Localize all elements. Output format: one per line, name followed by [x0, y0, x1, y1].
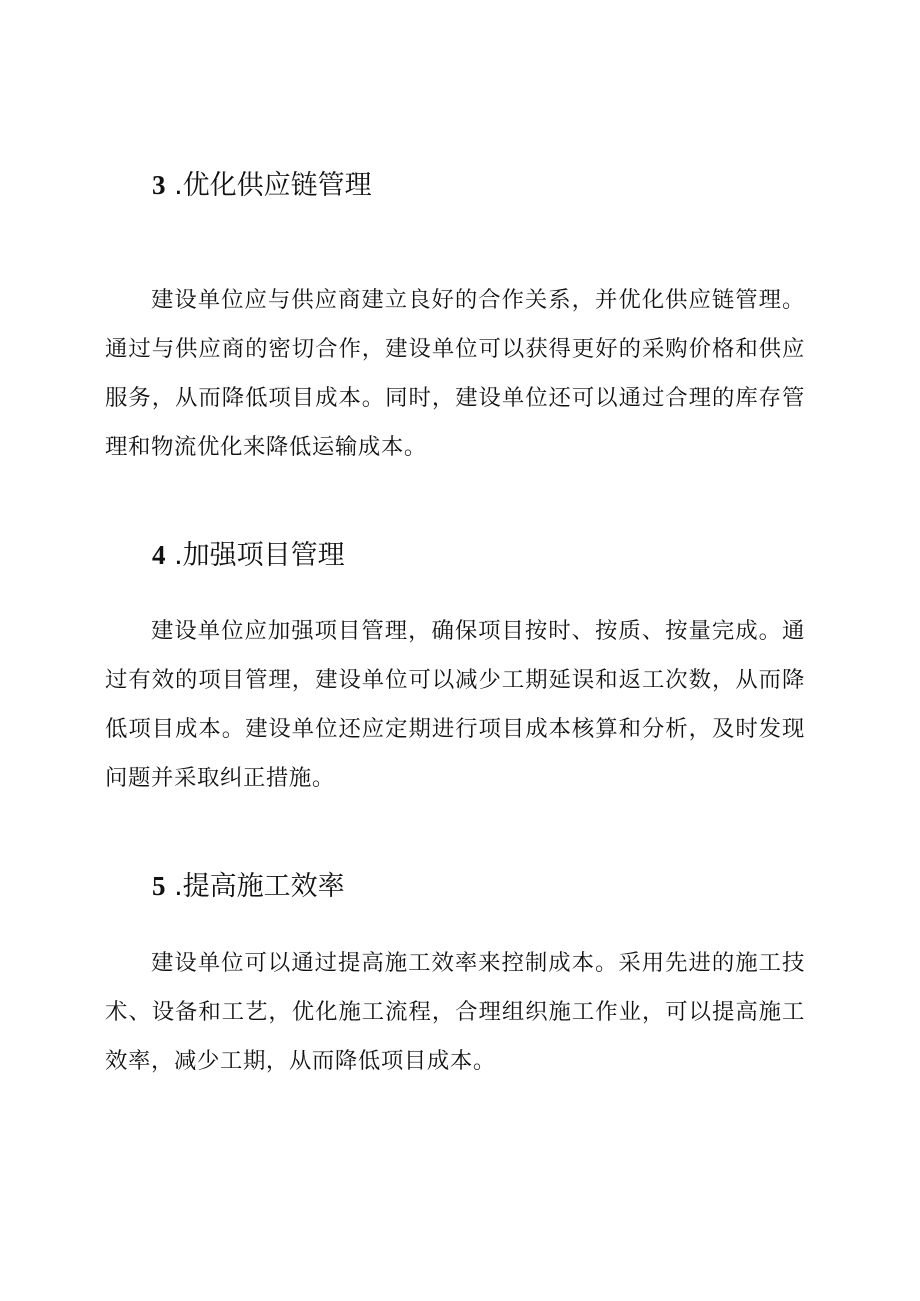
- section-heading: [152, 537, 345, 573]
- section-number: 4: [152, 540, 166, 570]
- section-paragraph: 建设单位应加强项目管理，确保项目按时、按质、按量完成。通过有效的项目管理，建设单位可以减少工期延误和返工次数，从而降低项目成本。建设单位还应定期进行项目成本核算和分析，及时发现问题并采取纠正措施。: [105, 618, 805, 791]
- section-title: .提高施工效率: [174, 871, 345, 902]
- section-number: 3: [152, 170, 166, 200]
- section-heading: [152, 167, 372, 203]
- section-paragraph: 建设单位可以通过提高施工效率来控制成本。采用先进的施工技术、设备和工艺，优化施工流程，合理组织施工作业，可以提高施工效率，减少工期，从而降低项目成本。: [105, 950, 805, 1074]
- section-title: .加强项目管理: [174, 540, 345, 571]
- section-heading: [152, 868, 345, 904]
- section-paragraph: 建设单位应与供应商建立良好的合作关系，并优化供应链管理。通过与供应商的密切合作，建设单位可以获得更好的采购价格和供应服务，从而降低项目成本。同时，建设单位还可以通过合理的库存管理和物流优化来降低运输成本。: [105, 287, 805, 460]
- section-title: .优化供应链管理: [174, 170, 372, 201]
- section-number: 5: [152, 871, 166, 901]
